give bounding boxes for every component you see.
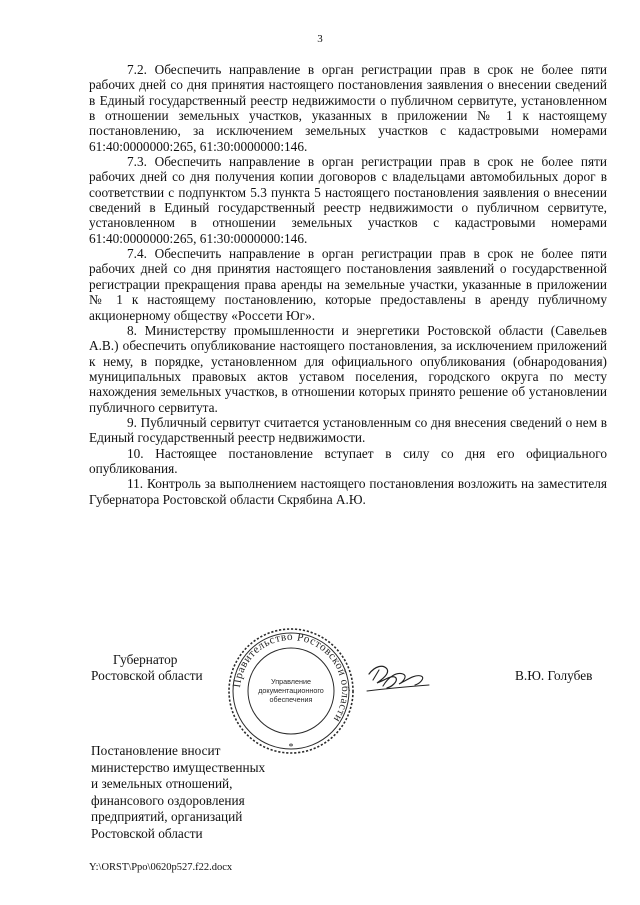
submitted-by-line: министерство имущественных [91,759,266,775]
paragraph-7-3: 7.3. Обеспечить направление в орган регистрации прав в срок не более пяти рабочих дней со дня получения копии договоров с владельцами автомобильных дорог в соответствии с подпунктом 5.3 пункта 5 настоящего постановления заявления о внесении сведений в Единый государственный реестр недвижимости о публичном сервитуте, установленном в отношении земельных участков с кадастровыми номерами 61:40:0000000:265, 61:30:0000000:146. [89,154,607,246]
paragraph-10: 10. Настоящее постановление вступает в силу со дня его официального опубликования. [89,445,607,476]
file-path: Y:\ORST\Ppo\0620p527.f22.docx [89,862,233,873]
signatory-title-line1: Губернатор [113,652,178,667]
signatory-name: В.Ю. Голубев [515,668,593,683]
paragraph-7-4: 7.4. Обеспечить направление в орган регистрации прав в срок не более пяти рабочих дней со дня принятия настоящего постановления заявлений о государственной регистрации прекращения права аренды на земельные участки, указанные в приложении № 1 к настоящему постановлению, которые предоставлены в аренду публичному акционерному обществу «Россети Юг». [89,246,607,323]
paragraph-8: 8. Министерству промышленности и энергетики Ростовской области (Савельев А.В.) обеспечить опубликование настоящего постановления, за исключением приложений к нему, в порядке, установленном для официального опубликования (обнародования) муниципальных правовых актов уставом поселения, городского округа по месту нахождения земельных участков, в отношении которых принято решение об установлении публичного сервитута. [89,322,607,415]
seal-center-line1: Управление [271,677,311,686]
submitted-by-line: Ростовской области [91,825,203,841]
seal-center-line2: документационного [258,686,324,695]
signatory-title [91,652,203,684]
signatory-title-line2: Ростовской области [91,668,203,683]
seal-star: * [288,742,294,753]
seal-center-line3: обеспечения [269,695,313,704]
body-text [89,62,607,507]
handwritten-signature [363,660,435,700]
submitted-by-line: предприятий, организаций [91,809,243,825]
submitted-by-block [91,743,265,843]
submitted-by-line: финансового оздоровления [91,792,245,808]
page-number: 3 [317,33,323,45]
paragraph-9: 9. Публичный сервитут считается установленным со дня внесения сведений о нем в Единый государственный реестр недвижимости. [89,414,607,446]
seal-ring-text: Правительство Ростовской области [231,630,352,725]
submitted-by-line: Постановление вносит [91,743,221,758]
official-seal [226,626,356,756]
paragraph-11: 11. Контроль за выполнением настоящего постановления возложить на заместителя Губернатора Ростовской области Скрябина А.Ю. [89,476,607,507]
paragraph-7-2: 7.2. Обеспечить направление в орган регистрации прав в срок не более пяти рабочих дней со дня принятия настоящего постановления заявления о внесении сведений в Единый государственный реестр недвижимости о публичном сервитуте, установленном в отношении земельных участков, указанных в приложении № 1 к настоящему постановлению, за исключением земельных участков с кадастровыми номерами 61:40:0000000:265, 61:30:0000000:146. [89,62,607,154]
submitted-by-line: и земельных отношений, [91,776,233,792]
